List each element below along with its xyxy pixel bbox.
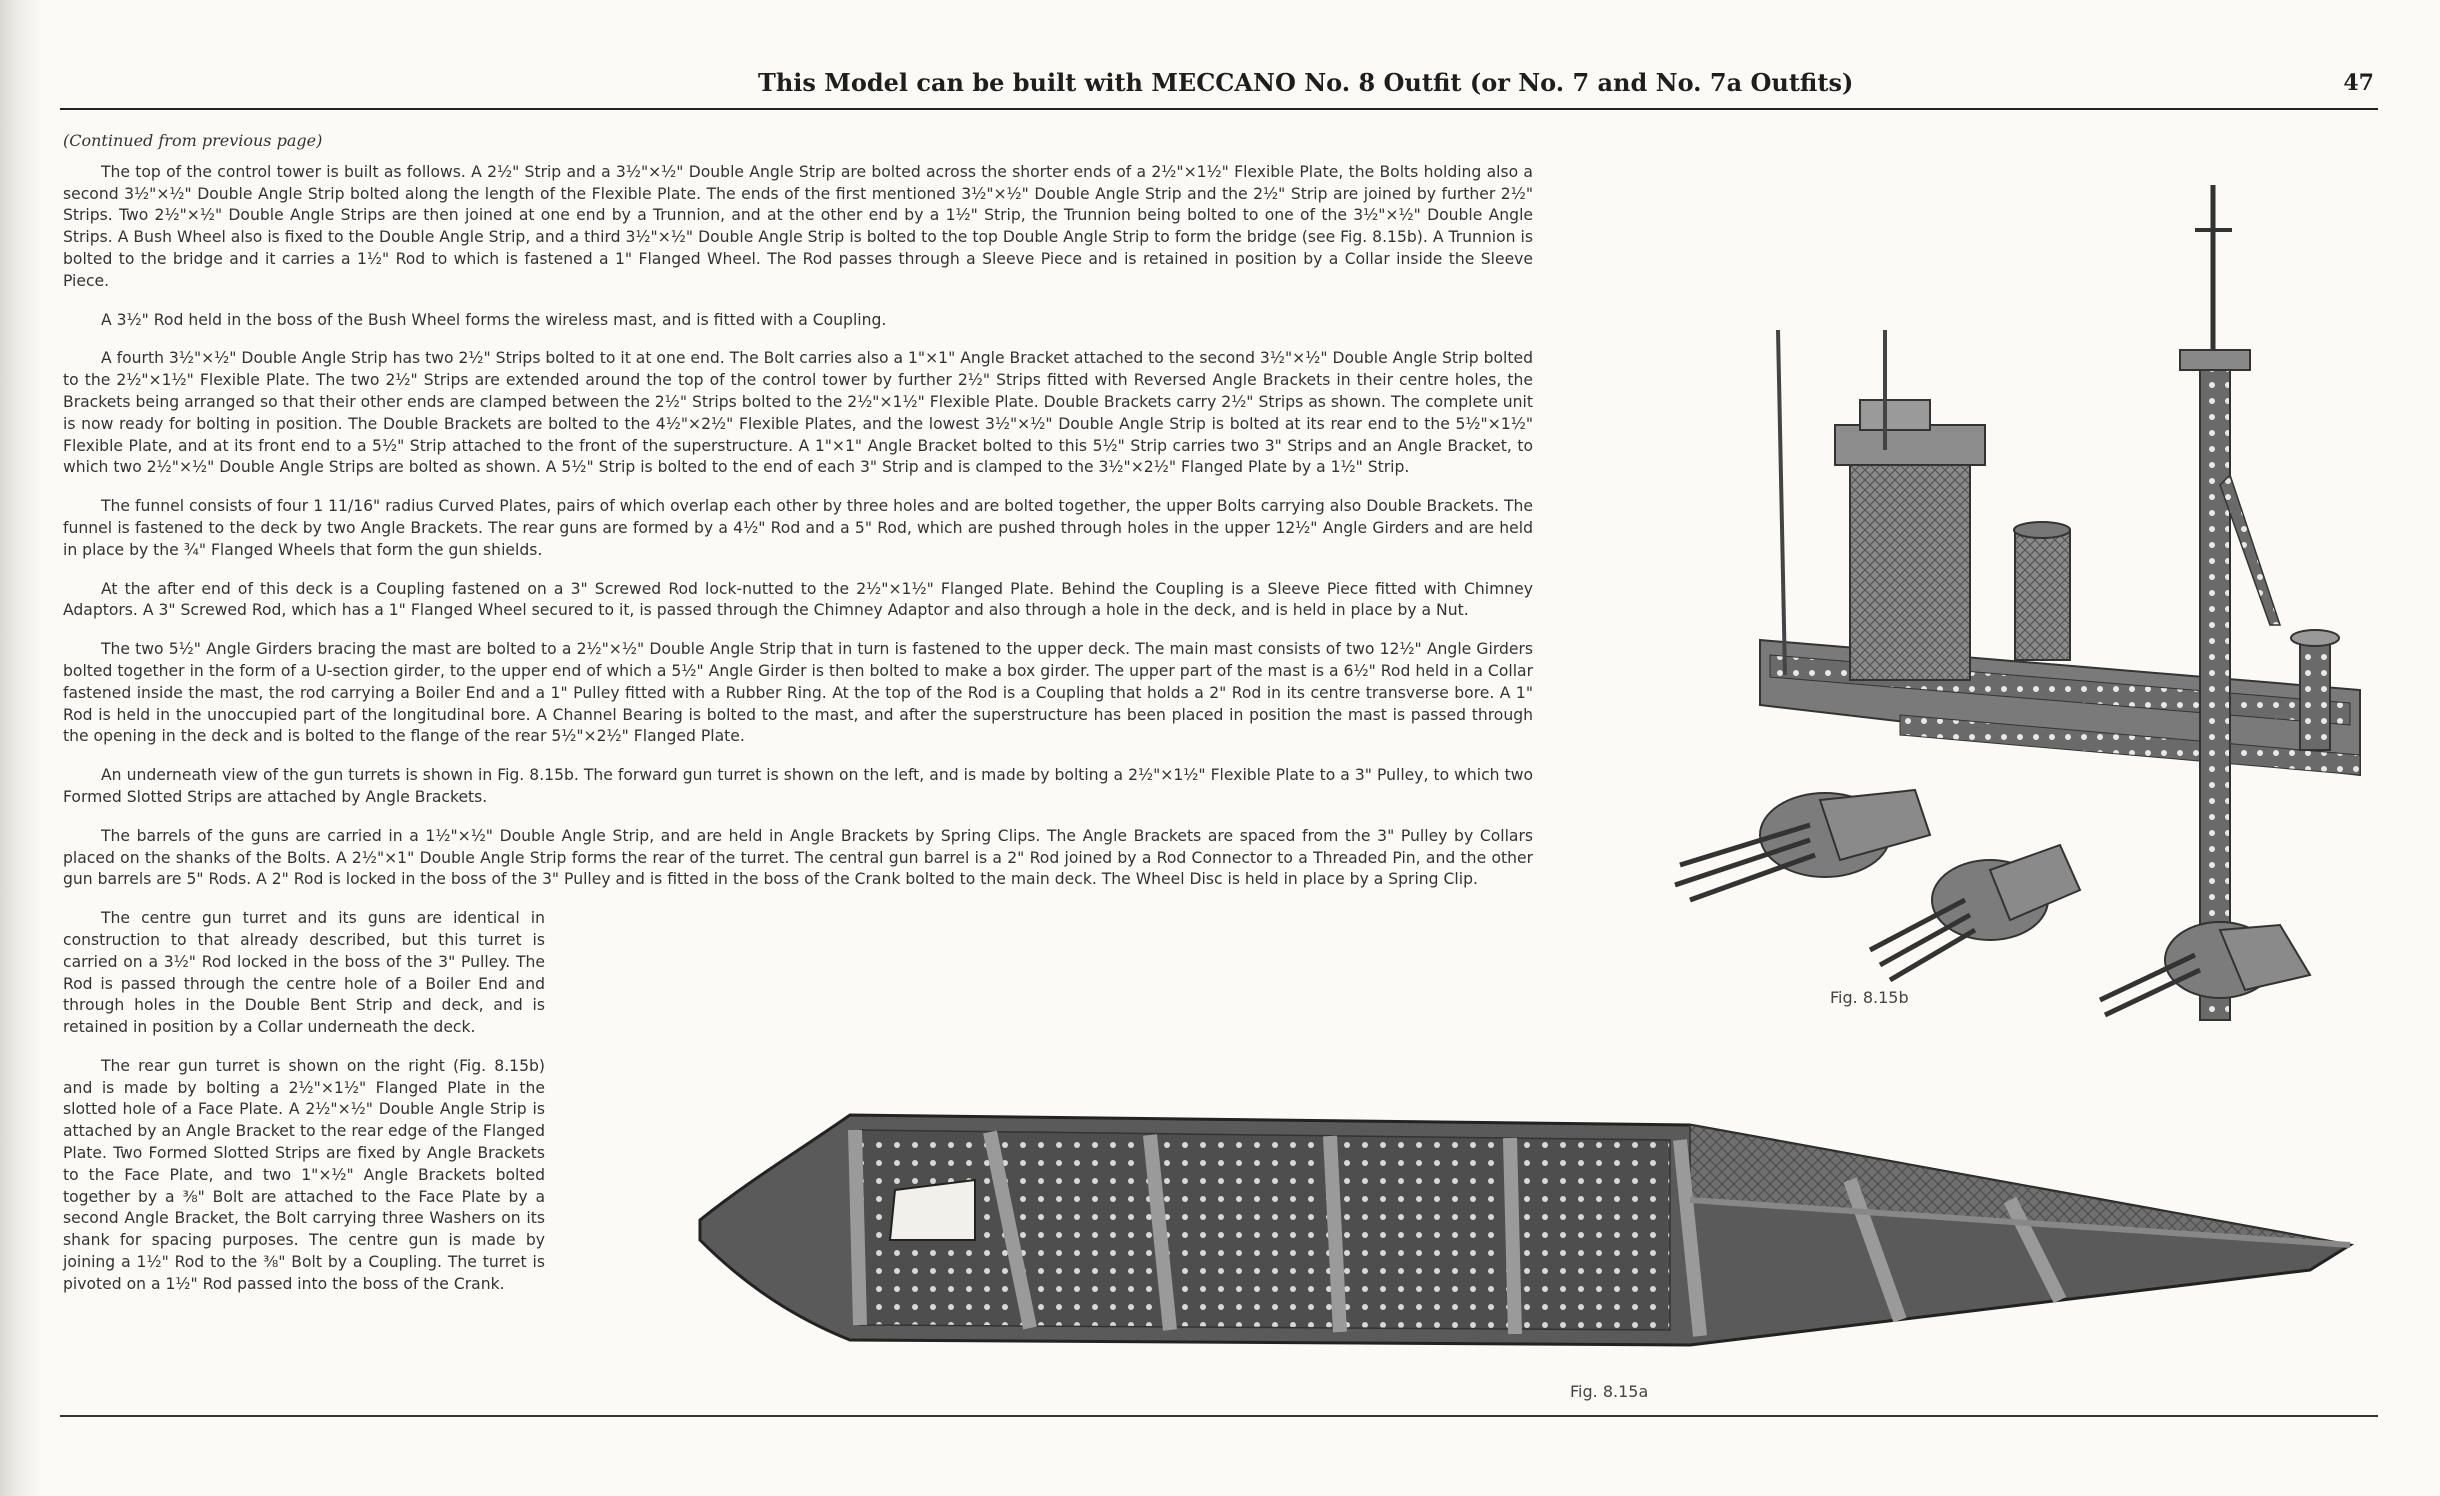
page-number: 47 — [2343, 70, 2374, 96]
figure-8-15a-caption: Fig. 8.15a — [1570, 1382, 1649, 1401]
gun-turret-forward — [1675, 790, 1930, 900]
binding-shadow — [0, 0, 42, 1496]
hull — [700, 1115, 2350, 1345]
paragraph-gun-barrels: The barrels of the guns are carried in a 1½"×½" Double Angle Strip, and are held in Angle Brackets by Spring Clips. The Angle Brackets are spaced from the 3" Pulley by Collars placed on the shanks of the Bolts. A 2½"×1" Double Angle Strip forms the rear of the turret. The central gun barrel is a 2" Rod joined by a Rod Connector to a Threaded Pin, and the other gun barrels are 5" Rods. A 2" Rod is locked in the boss of the 3" Pulley and is fitted in the boss of the Crank bolted to the main deck. The Wheel Disc is held in place by a Spring Clip. — [63, 826, 1533, 889]
page-title: This Model can be built with MECCANO No. 8 Outfit (or No. 7 and No. 7a Outfits) — [758, 68, 1854, 97]
main-mast — [2180, 185, 2339, 1020]
paragraph-gun-turrets: An underneath view of the gun turrets is shown in Fig. 8.15b. The forward gun turret is shown on the left, and is made by bolting a 2½"×1½" Flexible Plate to a 3" Pulley, to which two Formed Slotted Strips are attached by Angle Brackets. — [63, 766, 1533, 806]
footer-rule — [60, 1415, 2378, 1417]
paragraph-funnel: The funnel consists of four 1 11/16" radius Curved Plates, pairs of which overlap each other by three holes and are bolted together, the upper Bolts carrying also Double Brackets. The funnel is fastened to the deck by two Angle Brackets. The rear guns are formed by a 4½" Rod and a 5" Rod, which are pushed through holes in the upper 12½" Angle Girders and are held in place by the ¾" Flanged Wheels that form the gun shields. — [63, 497, 1533, 559]
funnel — [2014, 522, 2070, 660]
paragraph-rear-turret: The rear gun turret is shown on the right (Fig. 8.15b) and is made by bolting a 2½"×1½" Flanged Plate in the slotted hole of a Face Plate. A 2½"×½" Double Angle Strip is attached by an Angle Bracket to the rear edge of the Flanged Plate. Two Formed Slotted Strips are fixed by Angle Brackets to the Face Plate, and two 1"×½" Angle Brackets bolted together by a ⅜" Bolt are attached to the Face Plate by a second Angle Bracket, the Bolt carrying three Washers on its shank for spacing purposes. The centre gun is made by joining a 1½" Rod to the ⅜" Bolt by a Coupling. The turret is pivoted on a 1½" Rod passed into the boss of the Crank. — [63, 1056, 545, 1293]
paragraph-after-deck: At the after end of this deck is a Coupling fastened on a 3" Screwed Rod lock-nutted to the 2½"×1½" Flanged Plate. Behind the Coupling is a Sleeve Piece fitted with Chimney Adaptors. A 3" Screwed Rod, which has a 1" Flanged Wheel secured to it, is passed through the Chimney Adaptor and also through a hole in the deck, and is held in place by a Nut. — [63, 579, 1533, 620]
continued-note: (Continued from previous page) — [63, 131, 323, 150]
control-tower — [1778, 330, 1985, 680]
paragraph-control-tower: The top of the control tower is built as follows. A 2½" Strip and a 3½"×½" Double Angle Strip are bolted across the shorter ends of a 2½"×1½" Flexible Plate, the Bolts holding also a second 3½"×½" Double Angle Strip bolted along the length of the Flexible Plate. The ends of the first mentioned 3½"×½" Double Angle Strip and the 2½" Strip are joined by further 2½" Strips. Two 2½"×½" Double Angle Strips are then joined at one end by a Trunnion, and at the other end by a 1½" Strip, the Trunnion being bolted to one of the 3½"×½" Double Angle Strips. A Bush Wheel also is fixed to the Double Angle Strip, and a third 3½"×½" Double Angle Strip is bolted to the top Double Angle Strip to form the bridge (see Fig. 8.15b). A Trunnion is bolted to the bridge and it carries a 1½" Rod to which is fastened a 1" Flanged Wheel. The Rod passes through a Sleeve Piece and is retained in position by a Collar inside the Sleeve Piece. — [63, 162, 1533, 290]
paragraph-centre-turret: The centre gun turret and its guns are identical in construction to that already described, but this turret is carried on a 3½" Rod locked in the boss of the 3" Pulley. The Rod is passed through the centre hole of a Boiler End and through holes in the Double Bent Strip and deck, and is retained in position by a Collar underneath the deck. — [63, 909, 545, 1037]
gun-turret-centre — [1870, 845, 2080, 980]
paragraph-superstructure: A fourth 3½"×½" Double Angle Strip has two 2½" Strips bolted to it at one end. The Bolt carries also a 1"×1" Angle Bracket attached to the second 3½"×½" Double Angle Strip bolted to the 2½"×1½" Flexible Plate. The two 2½" Strips are extended around the top of the control tower by further 2½" Strips fitted with Reversed Angle Brackets in their centre holes, the Brackets being arranged so that their other ends are clamped between the 2½" Strips bolted to the 2½"×1½" Flexible Plate. Double Brackets carry 2½" Strips as shown. The complete unit is now ready for bolting in position. The Double Brackets are bolted to the 4½"×2½" Flexible Plates, and the lowest 3½"×½" Double Angle Strip is bolted at its rear end to the 5½"×1½" Flexible Plate, and at its front end to a 5½" Strip attached to the front of the superstructure. A 1"×1" Angle Bracket bolted to this 5½" Strip carries two 3" Strips and an Angle Bracket, to which two 2½"×½" Double Angle Strips are bolted as shown. A 5½" Strip is bolted to the end of each 3" Strip and is clamped to the 3½"×2½" Flanged Plate by a 1½" Strip. — [63, 349, 1533, 477]
page-header — [60, 62, 2378, 110]
paragraph-main-mast: The two 5½" Angle Girders bracing the mast are bolted to a 2½"×½" Double Angle Strip that in turn is fastened to the upper deck. The main mast consists of two 12½" Angle Girders bolted together in the form of a U-section girder, to the upper end of which a 5½" Angle Girder is then bolted to make a box girder. The upper part of the mast is a 6½" Rod held in a Collar fastened inside the mast, the rod carrying a Boiler End and a 1" Pulley fitted with a Rubber Ring. At the top of the Rod is a Coupling that holds a 2" Rod in its centre transverse bore. A 1" Rod is held in the unoccupied part of the longitudinal bore. A Channel Bearing is bolted to the mast, and after the superstructure has been placed in position the mast is passed through the opening in the deck and is bolted to the flange of the rear 5½"×2½" Flanged Plate. — [63, 640, 1533, 746]
figure-8-15a-illustration — [690, 1100, 2370, 1380]
figure-8-15b-illustration — [1580, 185, 2380, 1025]
paragraph-wireless-mast: A 3½" Rod held in the boss of the Bush Wheel forms the wireless mast, and is fitted with a Coupling. — [101, 310, 887, 329]
figure-8-15b-caption: Fig. 8.15b — [1830, 988, 1909, 1007]
